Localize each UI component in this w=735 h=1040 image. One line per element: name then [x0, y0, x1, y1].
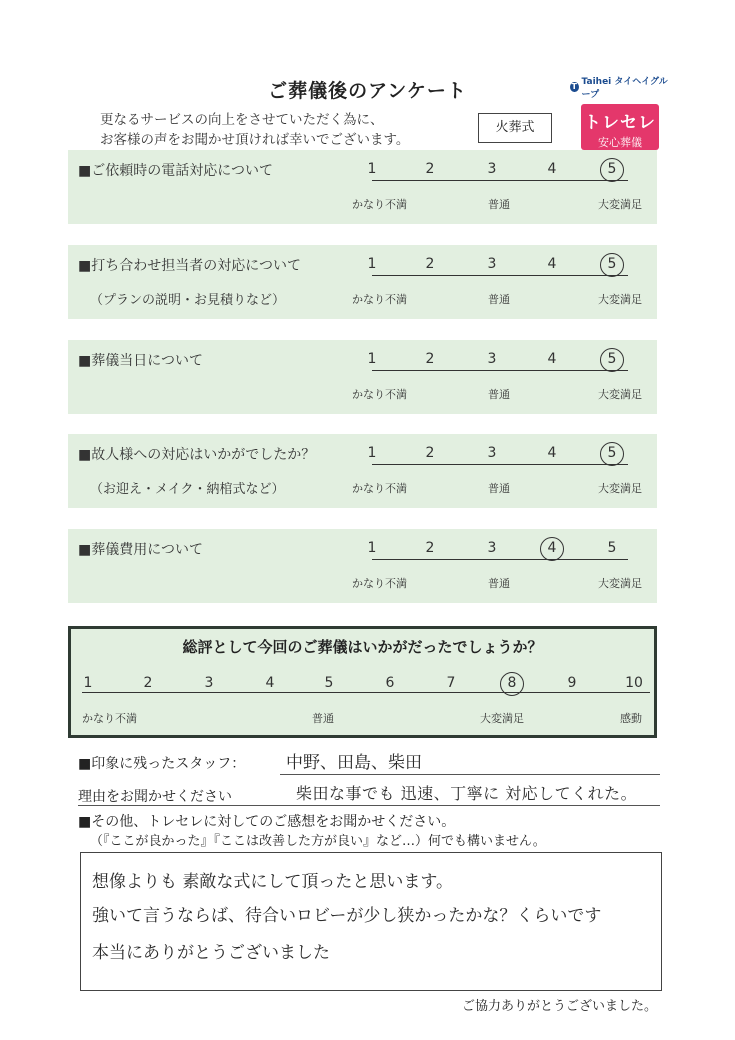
other-label: ■その他、トレセレに対してのご感想をお聞かせください。 — [78, 814, 456, 830]
ceremony-type-box: 火葬式 — [478, 113, 552, 143]
overall-title: 総評として今回のご葬儀はいかがだったでしょうか？ — [182, 638, 543, 656]
scale-number-3: 3 — [487, 161, 497, 177]
logo-main-text: トレセレ — [584, 113, 656, 133]
selected-answer-circle[interactable] — [600, 253, 624, 277]
reason-text: 柴田な事でも 迅速、丁寧に 対応してくれた。 — [296, 784, 638, 803]
overall-label-high: 大変満足 — [480, 712, 524, 725]
scale-label-mid: 普通 — [488, 388, 510, 401]
question-sub: （お迎え・メイク・納棺式など） — [90, 482, 285, 497]
scale-number-4: 4 — [547, 351, 557, 367]
scale-label-high: 大変満足 — [598, 388, 642, 401]
scale-number-5: 5 — [607, 540, 617, 556]
overall-number-9: 9 — [567, 675, 577, 691]
scale-number-5: 5 — [607, 445, 617, 461]
logo-sub-text: 安心葬儀 — [598, 136, 642, 149]
overall-selected-circle[interactable] — [500, 672, 524, 696]
scale-number-3: 3 — [487, 540, 497, 556]
scale-number-1: 1 — [367, 161, 377, 177]
scale-number-2: 2 — [425, 256, 435, 272]
scale-number-1: 1 — [367, 445, 377, 461]
question-label: ■ご依頼時の電話対応について — [78, 163, 273, 179]
overall-number-4: 4 — [265, 675, 275, 691]
scale-number-3: 3 — [487, 351, 497, 367]
logo-brand-text: Taihei タイヘイグループ — [581, 77, 668, 100]
scale-line — [372, 370, 628, 371]
scale-label-low: かなり不満 — [352, 577, 407, 590]
comment-line-2: 強いて言うならば、待合いロビーが少し狭かったかな？くらいです — [92, 906, 602, 926]
scale-number-5: 5 — [607, 161, 617, 177]
overall-number-7: 7 — [446, 675, 456, 691]
taihei-mark-icon: T — [571, 82, 577, 91]
scale-label-mid: 普通 — [488, 482, 510, 495]
scale-number-4: 4 — [547, 256, 557, 272]
overall-number-1: 1 — [83, 675, 93, 691]
scale-label-mid: 普通 — [488, 198, 510, 211]
overall-label-top: 感動 — [620, 712, 642, 725]
comment-line-1: 想像よりも 素敵な式にして頂ったと思います。 — [92, 872, 454, 892]
question-label: ■打ち合わせ担当者の対応について — [78, 258, 301, 274]
scale-number-1: 1 — [367, 351, 377, 367]
overall-number-10: 10 — [625, 675, 643, 691]
company-logo — [570, 74, 670, 150]
question-label: ■葬儀費用について — [78, 542, 203, 558]
intro-line-2: お客様の声をお聞かせ頂ければ幸いでございます。 — [100, 132, 410, 148]
scale-number-1: 1 — [367, 540, 377, 556]
scale-label-high: 大変満足 — [598, 577, 642, 590]
scale-number-4: 4 — [547, 161, 557, 177]
overall-number-8: 8 — [507, 675, 517, 691]
scale-number-4: 4 — [547, 540, 557, 556]
selected-answer-circle[interactable] — [600, 442, 624, 466]
overall-scale-line — [82, 692, 650, 693]
overall-number-5: 5 — [324, 675, 334, 691]
scale-label-low: かなり不満 — [352, 198, 407, 211]
selected-answer-circle[interactable] — [600, 158, 624, 182]
staff-names-underline — [280, 774, 660, 775]
scale-number-5: 5 — [607, 351, 617, 367]
scale-number-3: 3 — [487, 256, 497, 272]
scale-label-high: 大変満足 — [598, 293, 642, 306]
scale-line — [372, 464, 628, 465]
scale-label-mid: 普通 — [488, 577, 510, 590]
selected-answer-circle[interactable] — [600, 348, 624, 372]
scale-line — [372, 275, 628, 276]
scale-label-high: 大変満足 — [598, 198, 642, 211]
scale-line — [372, 559, 628, 560]
scale-line — [372, 180, 628, 181]
scale-label-low: かなり不満 — [352, 482, 407, 495]
scale-number-1: 1 — [367, 256, 377, 272]
scale-number-2: 2 — [425, 445, 435, 461]
scale-number-3: 3 — [487, 445, 497, 461]
overall-number-2: 2 — [143, 675, 153, 691]
question-label: ■故人様への対応はいかがでしたか？ — [78, 447, 316, 463]
footer-thanks: ご協力ありがとうございました。 — [462, 999, 658, 1014]
staff-names: 中野、田島、柴田 — [286, 753, 422, 773]
overall-label-low: かなり不満 — [82, 712, 137, 725]
selected-answer-circle[interactable] — [540, 537, 564, 561]
scale-label-high: 大変満足 — [598, 482, 642, 495]
scale-label-low: かなり不満 — [352, 388, 407, 401]
overall-number-6: 6 — [385, 675, 395, 691]
scale-label-mid: 普通 — [488, 293, 510, 306]
scale-number-2: 2 — [425, 161, 435, 177]
logo-badge — [581, 104, 659, 150]
comment-line-3: 本当にありがとうございました — [92, 943, 330, 963]
other-hint: （『ここが良かった』『ここは改善した方が良い』など…）何でも構いません。 — [90, 834, 546, 849]
scale-number-5: 5 — [607, 256, 617, 272]
scale-number-2: 2 — [425, 351, 435, 367]
question-sub: （プランの説明・お見積りなど） — [90, 293, 286, 308]
overall-number-3: 3 — [204, 675, 214, 691]
question-label: ■葬儀当日について — [78, 353, 203, 369]
scale-number-4: 4 — [547, 445, 557, 461]
scale-label-low: かなり不満 — [352, 293, 407, 306]
logo-brand-line — [570, 74, 670, 100]
page-title: ご葬儀後のアンケート — [268, 80, 467, 102]
scale-number-2: 2 — [425, 540, 435, 556]
reason-label: 理由をお聞かせください — [78, 789, 232, 805]
reason-underline — [78, 805, 660, 806]
overall-label-mid: 普通 — [312, 712, 334, 725]
staff-label: ■印象に残ったスタッフ： — [78, 756, 246, 772]
intro-line-1: 更なるサービスの向上をさせていただく為に、 — [100, 112, 384, 128]
